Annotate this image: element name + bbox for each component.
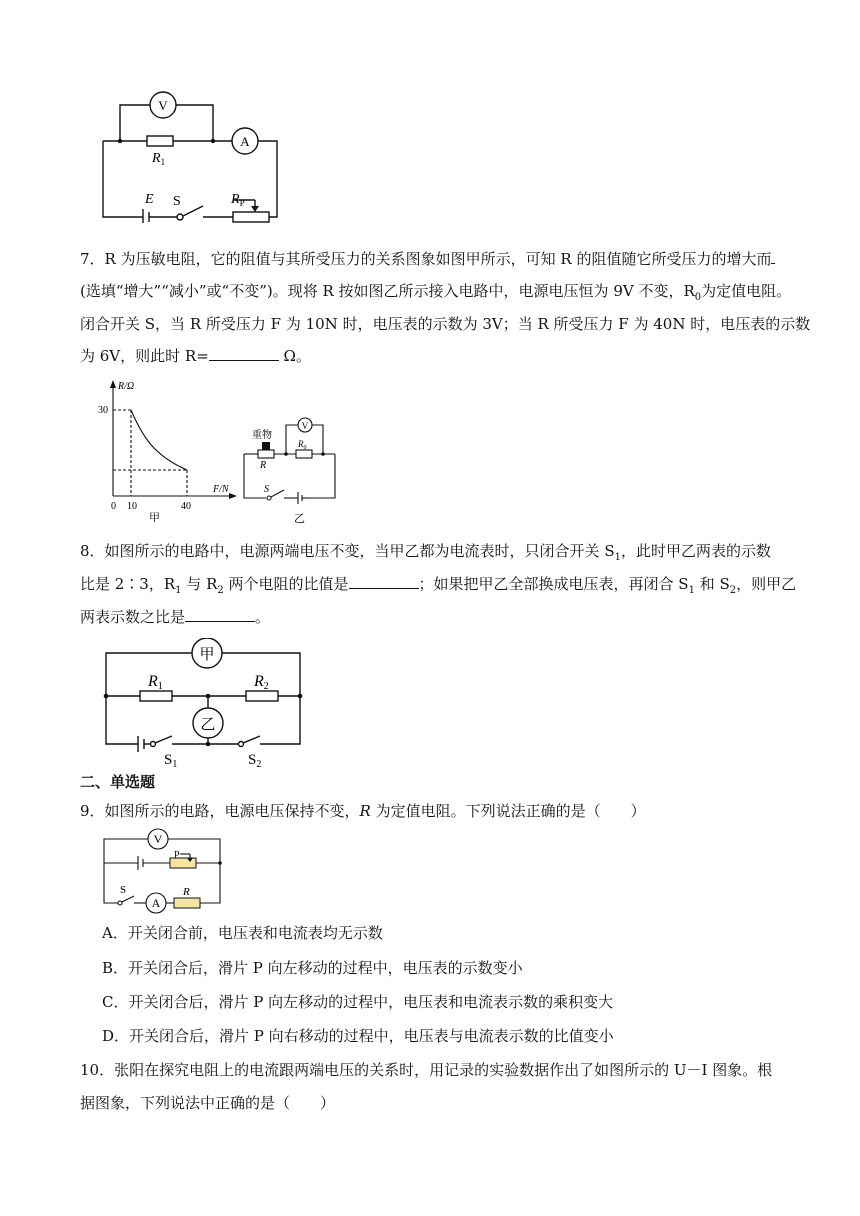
ammeter-label: A	[240, 134, 250, 149]
voltmeter-label-2: V	[301, 421, 309, 431]
q9-switch-label: S	[120, 884, 127, 896]
meter-jia-label: 甲	[199, 647, 215, 663]
q10-line-1: 10．张阳在探究电阻上的电流跟两端电压的关系时，用记录的实验数据作出了如图所示的 U－I 图象。根	[80, 1061, 773, 1079]
section-heading: 二、单选题	[80, 773, 156, 791]
r1-sub: 1	[160, 157, 166, 167]
graph-x-axis-label: F/N	[213, 484, 229, 495]
svg-text:R0	[297, 439, 307, 451]
svg-text:R2	[253, 673, 269, 692]
svg-text:S2	[248, 752, 261, 770]
q8-r2-label: R	[254, 673, 264, 690]
switch-label: S	[173, 194, 181, 209]
r-label: R	[260, 460, 267, 471]
q8-circuit-figure	[100, 638, 310, 773]
svg-text:S1	[164, 752, 177, 770]
q9-stem: 9．如图所示的电路，电源电压保持不变，R 为定值电阻。下列说法正确的是（ ）	[80, 802, 646, 820]
q9-option-c[interactable]: C．开关闭合后，滑片 P 向左移动的过程中，电压表和电流表示数的乘积变大	[102, 993, 614, 1011]
q7-line-4: 为 6V，则此时 R= Ω。	[80, 347, 311, 365]
r0-label: R	[298, 439, 304, 449]
q9-voltmeter-label: V	[153, 832, 163, 846]
graph-tick-30: 30	[98, 405, 108, 416]
q8-line-1: 8．如图所示的电路中，电源两端电压不变，当甲乙都为电流表时，只闭合开关 $S_1$，此时甲乙两表的示数	[80, 542, 771, 563]
meter-yi-label: 乙	[200, 717, 216, 733]
svg-text:RP	[230, 192, 245, 208]
voltmeter-label: V	[158, 98, 168, 113]
weight-label: 重物	[252, 430, 272, 441]
pressure-circuit-figure	[238, 410, 343, 525]
q8-answer-blank-2[interactable]	[185, 607, 255, 622]
svg-text:R1	[151, 151, 165, 167]
q8-line-3: 两表示数之比是 。	[80, 608, 271, 626]
q9-option-a[interactable]: A．开关闭合前，电压表和电流表均无示数	[102, 924, 383, 942]
s2-label: S	[248, 752, 257, 768]
q9-option-b[interactable]: B．开关闭合后，滑片 P 向左移动的过程中，电压表的示数变小	[102, 959, 523, 977]
resistance-force-graph	[95, 378, 245, 523]
q8-line-2: 比是 2∶3，$R_1$ 与 $R_2$ 两个电阻的比值是 ；如果把甲乙全部换成电压表，再闭合 $S_1$ 和 $S_2$，则甲乙	[80, 575, 797, 596]
s1-sub: 1	[172, 759, 178, 770]
s2-sub: 2	[256, 759, 262, 770]
q8-r2-sub: 2	[263, 681, 269, 692]
q8-answer-blank-1[interactable]	[349, 574, 419, 589]
r0-sub: 0	[303, 445, 307, 451]
s1-label: S	[164, 752, 173, 768]
r1-label: R	[152, 151, 161, 166]
rp-sub: P	[239, 198, 245, 208]
graph-tick-40: 40	[181, 501, 191, 512]
q7-line-1: 7．R 为压敏电阻，它的阻值与其所受压力的关系图象如图甲所示，可知 R 的阻值随它所受压力的增大而	[80, 248, 775, 269]
switch-label-2: S	[264, 484, 269, 495]
circuit-caption: 乙	[294, 513, 305, 525]
graph-y-axis-label: R/Ω	[118, 381, 135, 392]
rp-label: R	[231, 192, 240, 207]
slider-p-label: P	[174, 850, 180, 861]
q7-line-3: 闭合开关 S，当 R 所受压力 F 为 10N 时，电压表的示数为 3V；当 R 所受压力 F 为 40N 时，电压表的示数	[80, 315, 811, 333]
q9-ammeter-label: A	[151, 896, 161, 910]
q9-r-label: R	[183, 886, 190, 898]
q8-r1-sub: 1	[157, 681, 163, 692]
q10-line-2: 据图象，下列说法中正确的是（ ）	[80, 1094, 336, 1112]
q7-answer-blank[interactable]	[209, 346, 279, 361]
q8-r1-label: R	[148, 673, 158, 690]
q9-circuit-figure	[98, 825, 228, 917]
graph-caption: 甲	[149, 512, 160, 523]
svg-text:R1	[147, 673, 163, 692]
graph-tick-0: 0	[111, 501, 116, 512]
source-label: E	[145, 192, 154, 207]
q9-option-d[interactable]: D．开关闭合后，滑片 P 向右移动的过程中，电压表与电流表示数的比值变小	[102, 1027, 614, 1045]
q7-line-2: (选填“增大”“减小”或“不变”)。现将 R 按如图乙所示接入电路中，电源电压恒为 9V 不变，$R_0$为定值电阻。	[80, 282, 792, 303]
circuit-figure-top	[95, 88, 285, 223]
graph-tick-10: 10	[127, 501, 137, 512]
